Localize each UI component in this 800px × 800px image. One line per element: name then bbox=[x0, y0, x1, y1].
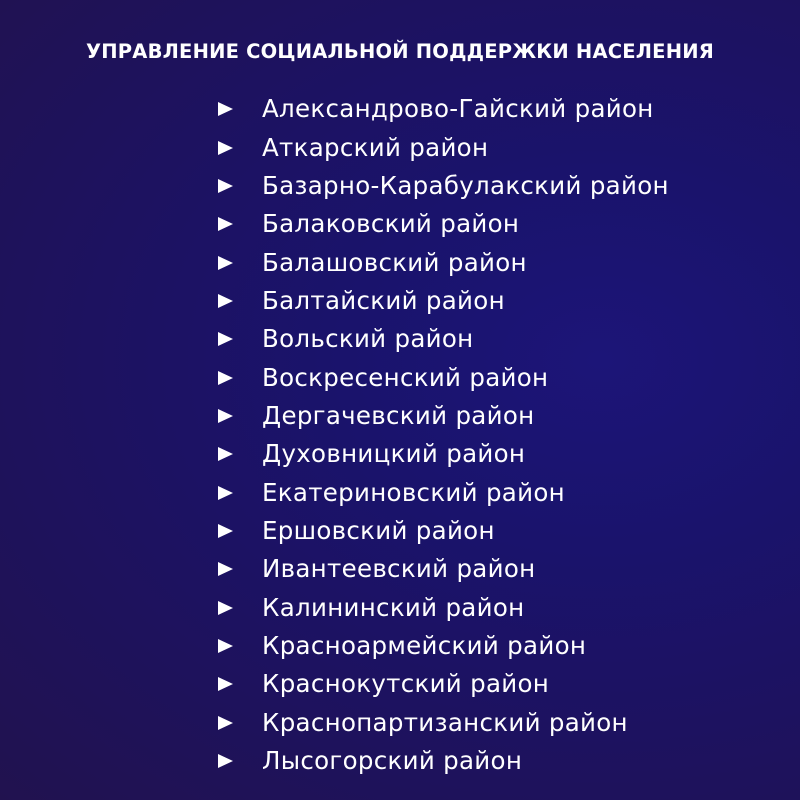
district-label: Лысогорский район bbox=[262, 746, 523, 776]
district-label: Красноармейский район bbox=[262, 630, 587, 660]
list-item bbox=[214, 435, 669, 473]
list-item bbox=[214, 742, 669, 780]
district-label: Духовницкий район bbox=[262, 439, 526, 469]
list-item bbox=[214, 512, 669, 550]
list-item bbox=[214, 550, 669, 588]
district-label: Александрово-Гайский район bbox=[262, 94, 654, 124]
district-label: Балашовский район bbox=[262, 247, 527, 277]
triangle-bullet-icon bbox=[218, 754, 233, 768]
triangle-bullet-icon bbox=[218, 639, 233, 653]
district-label: Краснокутский район bbox=[262, 669, 550, 699]
district-list bbox=[214, 90, 669, 780]
list-item bbox=[214, 128, 669, 166]
triangle-bullet-icon bbox=[218, 102, 233, 116]
triangle-bullet-icon bbox=[218, 409, 233, 423]
district-label: Балтайский район bbox=[262, 285, 505, 315]
district-label: Балаковский район bbox=[262, 209, 520, 239]
triangle-bullet-icon bbox=[218, 601, 233, 615]
triangle-bullet-icon bbox=[218, 447, 233, 461]
district-label: Аткарский район bbox=[262, 132, 489, 162]
district-label: Ершовский район bbox=[262, 515, 495, 545]
triangle-bullet-icon bbox=[218, 256, 233, 270]
list-item bbox=[214, 282, 669, 320]
triangle-bullet-icon bbox=[218, 294, 233, 308]
district-label: Вольский район bbox=[262, 324, 474, 354]
triangle-bullet-icon bbox=[218, 562, 233, 576]
list-item bbox=[214, 90, 669, 128]
district-label: Дергачевский район bbox=[262, 400, 535, 430]
list-item bbox=[214, 473, 669, 511]
district-label: Краснопартизанский район bbox=[262, 707, 628, 737]
list-item bbox=[214, 665, 669, 703]
triangle-bullet-icon bbox=[218, 217, 233, 231]
triangle-bullet-icon bbox=[218, 486, 233, 500]
list-item bbox=[214, 205, 669, 243]
list-item bbox=[214, 588, 669, 626]
triangle-bullet-icon bbox=[218, 179, 233, 193]
list-item bbox=[214, 243, 669, 281]
triangle-bullet-icon bbox=[218, 524, 233, 538]
list-item bbox=[214, 167, 669, 205]
triangle-bullet-icon bbox=[218, 141, 233, 155]
district-label: Калининский район bbox=[262, 592, 525, 622]
triangle-bullet-icon bbox=[218, 677, 233, 691]
district-label: Базарно-Карабулакский район bbox=[262, 170, 669, 200]
list-item bbox=[214, 627, 669, 665]
list-item bbox=[214, 358, 669, 396]
list-item bbox=[214, 704, 669, 742]
triangle-bullet-icon bbox=[218, 371, 233, 385]
triangle-bullet-icon bbox=[218, 716, 233, 730]
district-label: Ивантеевский район bbox=[262, 554, 536, 584]
list-item bbox=[214, 397, 669, 435]
district-label: Екатериновский район bbox=[262, 477, 565, 507]
list-item bbox=[214, 320, 669, 358]
triangle-bullet-icon bbox=[218, 332, 233, 346]
page-title: УПРАВЛЕНИЕ СОЦИАЛЬНОЙ ПОДДЕРЖКИ НАСЕЛЕНИЯ bbox=[86, 40, 714, 63]
district-label: Воскресенский район bbox=[262, 362, 549, 392]
